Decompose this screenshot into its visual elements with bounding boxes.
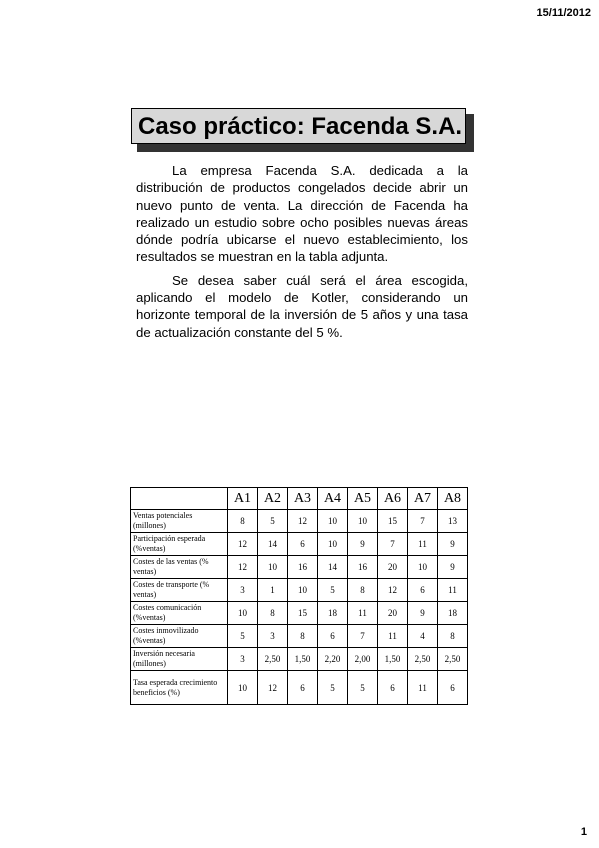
- table-cell: 18: [318, 602, 348, 625]
- table-cell: 12: [228, 556, 258, 579]
- table-row: [131, 556, 468, 579]
- column-header: A2: [258, 488, 288, 510]
- table-cell: 16: [288, 556, 318, 579]
- table-cell: 11: [408, 671, 438, 705]
- table-cell: 9: [438, 533, 468, 556]
- table-cell: 10: [408, 556, 438, 579]
- table-cell: 8: [288, 625, 318, 648]
- table-cell: 11: [378, 625, 408, 648]
- table-cell: 8: [228, 510, 258, 533]
- table-cell: 5: [318, 579, 348, 602]
- table-cell: 14: [258, 533, 288, 556]
- slide-title: Caso práctico: Facenda S.A.: [131, 108, 466, 144]
- column-header: A3: [288, 488, 318, 510]
- page-number: 1: [580, 826, 587, 838]
- table-cell: 4: [408, 625, 438, 648]
- table-cell: 16: [348, 556, 378, 579]
- table-row: [131, 648, 468, 671]
- table-cell: 15: [288, 602, 318, 625]
- table-row: [131, 510, 468, 533]
- table-cell: 9: [408, 602, 438, 625]
- row-label: Ventas potenciales (millones): [131, 510, 228, 533]
- table-cell: 14: [318, 556, 348, 579]
- table-cell: 8: [258, 602, 288, 625]
- table-cell: 9: [438, 556, 468, 579]
- body-text: [136, 162, 468, 347]
- table-row: [131, 533, 468, 556]
- table-cell: 5: [258, 510, 288, 533]
- table-cell: 5: [318, 671, 348, 705]
- table-cell: 10: [288, 579, 318, 602]
- table-cell: 3: [228, 648, 258, 671]
- table-row: [131, 671, 468, 705]
- table-cell: 11: [408, 533, 438, 556]
- table-cell: 2,20: [318, 648, 348, 671]
- table-cell: 5: [228, 625, 258, 648]
- table-cell: 1,50: [378, 648, 408, 671]
- table-cell: 20: [378, 556, 408, 579]
- table-cell: 11: [438, 579, 468, 602]
- table-cell: 3: [228, 579, 258, 602]
- table-cell: 2,50: [408, 648, 438, 671]
- table-cell: 10: [318, 533, 348, 556]
- table-cell: 2,00: [348, 648, 378, 671]
- row-label: Inversión necesaria (millones): [131, 648, 228, 671]
- table-cell: 20: [378, 602, 408, 625]
- table-cell: 13: [438, 510, 468, 533]
- row-label: Costes de transporte (% ventas): [131, 579, 228, 602]
- table-cell: 7: [408, 510, 438, 533]
- table-row: [131, 579, 468, 602]
- table-cell: 10: [258, 556, 288, 579]
- table-cell: 6: [288, 671, 318, 705]
- table-cell: 12: [378, 579, 408, 602]
- column-header: A6: [378, 488, 408, 510]
- slide-date: 15/11/2012: [536, 7, 591, 19]
- column-header: A4: [318, 488, 348, 510]
- table-cell: 2,50: [438, 648, 468, 671]
- table-cell: 18: [438, 602, 468, 625]
- table-cell: 10: [348, 510, 378, 533]
- areas-table: [130, 487, 468, 705]
- table-corner-cell: [131, 488, 228, 510]
- table-cell: 6: [288, 533, 318, 556]
- table-cell: 12: [288, 510, 318, 533]
- table-cell: 2,50: [258, 648, 288, 671]
- table-cell: 8: [348, 579, 378, 602]
- column-header: A1: [228, 488, 258, 510]
- table-cell: 1,50: [288, 648, 318, 671]
- table-cell: 7: [378, 533, 408, 556]
- paragraph-1: La empresa Facenda S.A. dedicada a la distribución de productos congelados decide abrir un nuevo punto de venta. La dirección de Facenda ha realizado un estudio sobre ocho posibles nuevas áreas dónde podría ubicarse el nuevo establecimiento, los resultados se muestran en la tabla adjunta.: [136, 163, 468, 265]
- table-cell: 10: [228, 602, 258, 625]
- table-cell: 8: [438, 625, 468, 648]
- table-cell: 10: [318, 510, 348, 533]
- table-cell: 9: [348, 533, 378, 556]
- title-box: [131, 108, 466, 144]
- table-cell: 15: [378, 510, 408, 533]
- table-cell: 3: [258, 625, 288, 648]
- table-cell: 10: [228, 671, 258, 705]
- table-row: [131, 625, 468, 648]
- table-cell: 5: [348, 671, 378, 705]
- table-cell: 12: [258, 671, 288, 705]
- row-label: Costes de las ventas (% ventas): [131, 556, 228, 579]
- row-label: Participación esperada (%ventas): [131, 533, 228, 556]
- table-cell: 1: [258, 579, 288, 602]
- table-header-row: [131, 488, 468, 510]
- row-label: Costes inmovilizado (%ventas): [131, 625, 228, 648]
- table-cell: 7: [348, 625, 378, 648]
- paragraph-2: Se desea saber cuál será el área escogida, aplicando el modelo de Kotler, considerando un horizonte temporal de la inversión de 5 años y una tasa de actualización constante del 5 %.: [136, 272, 468, 340]
- column-header: A5: [348, 488, 378, 510]
- table-cell: 11: [348, 602, 378, 625]
- table-row: [131, 602, 468, 625]
- column-header: A8: [438, 488, 468, 510]
- table-cell: 6: [438, 671, 468, 705]
- row-label: Costes comunicación (%ventas): [131, 602, 228, 625]
- table-cell: 12: [228, 533, 258, 556]
- table-cell: 6: [378, 671, 408, 705]
- table-cell: 6: [408, 579, 438, 602]
- table-cell: 6: [318, 625, 348, 648]
- row-label: Tasa esperada crecimiento beneficios (%): [131, 671, 228, 705]
- column-header: A7: [408, 488, 438, 510]
